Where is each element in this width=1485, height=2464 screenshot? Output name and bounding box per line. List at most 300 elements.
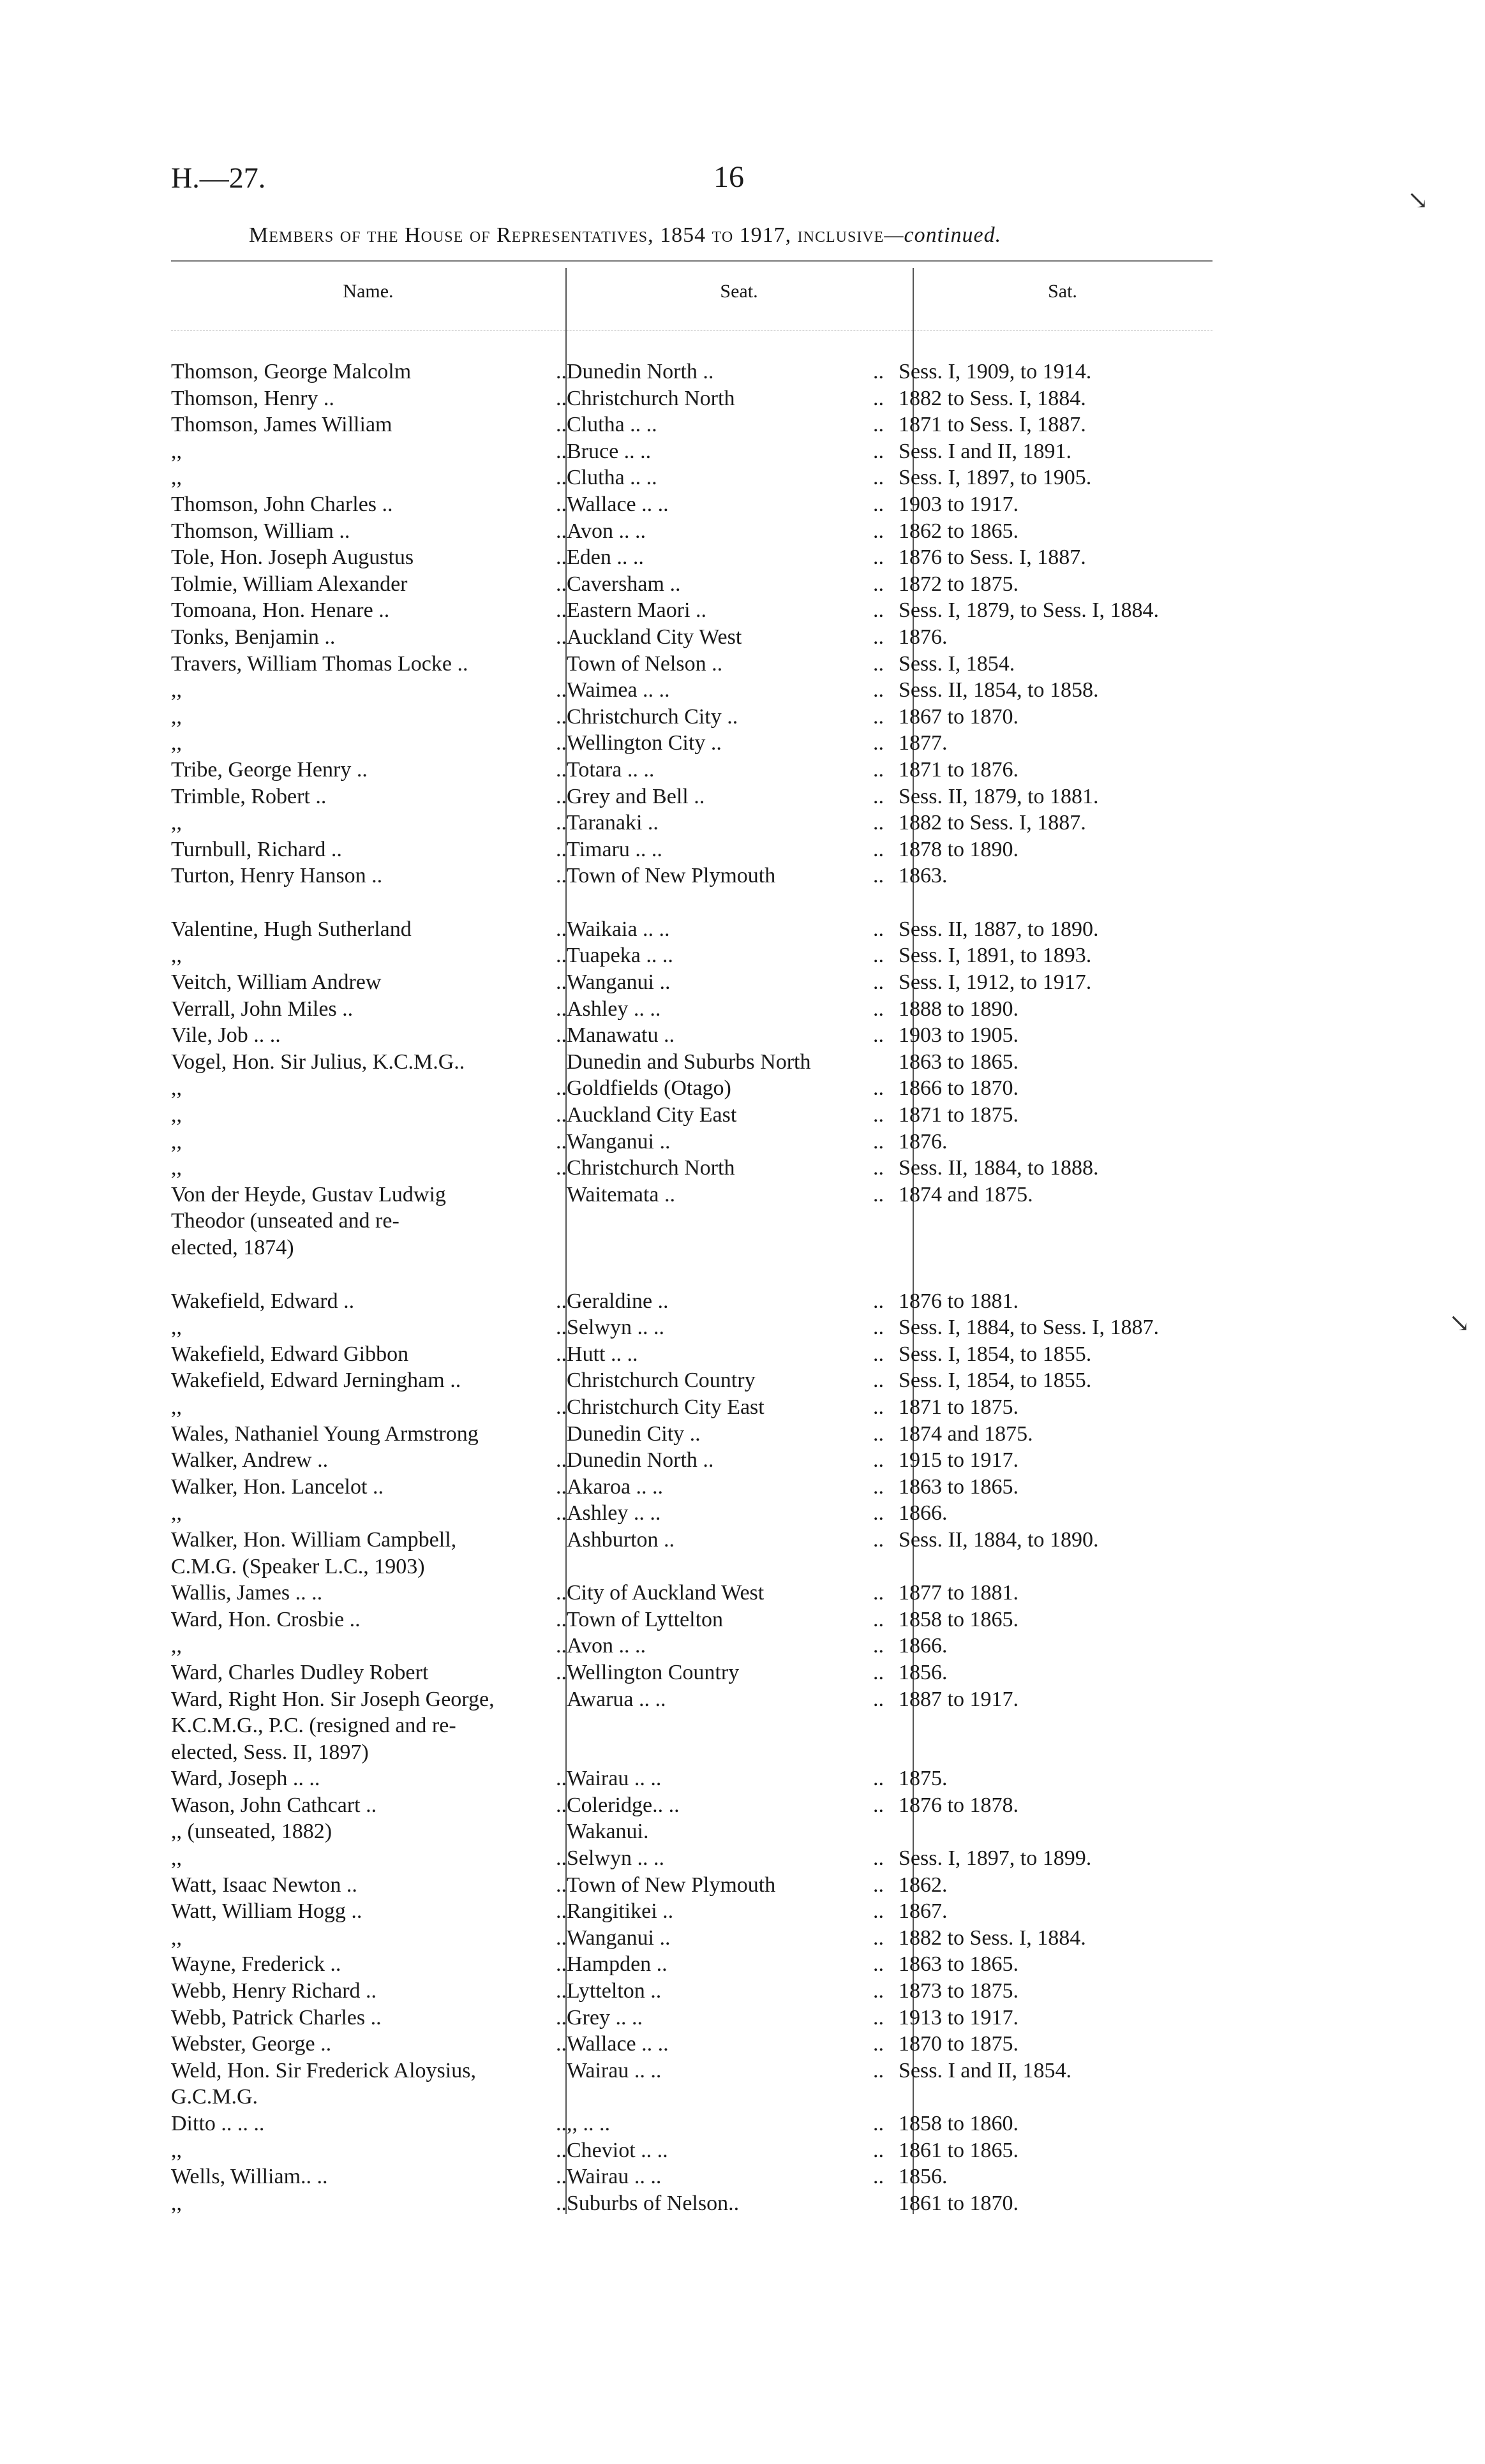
header-separator xyxy=(171,330,1213,331)
name-leader: .. xyxy=(556,784,567,808)
name-leader: .. xyxy=(556,1581,567,1605)
member-name: Veitch, William Andrew xyxy=(171,970,382,995)
seat-name: Christchurch City East xyxy=(567,1395,765,1419)
table-row xyxy=(171,412,1256,438)
member-name: Von der Heyde, Gustav Ludwig Theodor (unseated and re- elected, 1874) xyxy=(171,1182,446,1259)
name-leader: .. xyxy=(556,757,567,782)
name-leader: .. xyxy=(556,731,567,755)
member-name: Ward, Joseph .. .. xyxy=(171,1767,320,1791)
seat-name: City of Auckland West xyxy=(567,1581,765,1605)
name-leader: .. xyxy=(556,1076,567,1101)
table-row xyxy=(171,863,1256,889)
seat-leader: .. xyxy=(873,1952,884,1977)
seat-leader xyxy=(873,1818,899,1845)
sat-period: 1876 to 1878. xyxy=(899,1793,1019,1817)
sat-period: Sess. I, 1912, to 1917. xyxy=(899,970,1092,995)
sat-period: 1874 and 1875. xyxy=(899,1182,1033,1206)
sat-period: 1882 to Sess. I, 1884. xyxy=(899,1926,1086,1950)
member-name: Ward, Hon. Crosbie .. xyxy=(171,1607,361,1631)
table-row xyxy=(171,1845,1256,1872)
seat-leader: .. xyxy=(873,917,884,941)
seat-name: Dunedin City .. xyxy=(567,1421,701,1446)
seat-name: Wanganui .. xyxy=(567,970,671,995)
seat-leader: .. xyxy=(873,1501,884,1525)
seat-leader: .. xyxy=(873,1634,884,1658)
name-leader: .. xyxy=(556,1793,567,1817)
table-row xyxy=(171,464,1256,491)
title-main: Members of the House of Representatives, 1854 to 1917, inclusive xyxy=(249,223,884,247)
name-leader: .. xyxy=(556,1926,567,1950)
seat-leader: .. xyxy=(873,997,884,1021)
seat-name: Tuapeka .. .. xyxy=(567,944,673,968)
seat-name: Auckland City West xyxy=(567,625,742,649)
member-name: Thomson, John Charles .. xyxy=(171,492,393,516)
table-row xyxy=(171,518,1256,545)
name-leader: .. xyxy=(556,1767,567,1791)
sat-period: 1861 to 1870. xyxy=(899,2191,1019,2215)
member-name: Thomson, James William xyxy=(171,413,392,437)
sat-period: 1858 to 1860. xyxy=(899,2112,1019,2135)
members-table-body xyxy=(171,359,1256,2216)
seat-name: Dunedin North .. xyxy=(567,1448,714,1473)
member-name: Webb, Patrick Charles .. xyxy=(171,2005,382,2030)
seat-leader: .. xyxy=(873,360,884,383)
sat-period: 1876. xyxy=(899,625,948,649)
sat-period: 1866. xyxy=(899,1501,948,1525)
seat-leader: .. xyxy=(873,2138,884,2162)
seat-leader: .. xyxy=(873,1342,884,1366)
name-leader xyxy=(528,1367,567,1394)
column-header-sat: Sat. xyxy=(1048,281,1077,302)
seat-leader: .. xyxy=(873,704,884,729)
table-row xyxy=(171,1686,1256,1766)
table-row xyxy=(171,1633,1256,1659)
sat-period: 1887 to 1917. xyxy=(899,1687,1019,1711)
seat-name: Wairau .. .. xyxy=(567,2165,662,2189)
margin-mark: ↘ xyxy=(1407,186,1429,214)
member-name: Tomoana, Hon. Henare .. xyxy=(171,598,390,623)
name-leader: .. xyxy=(556,917,567,941)
table-row xyxy=(171,942,1256,969)
member-name: Walker, Hon. William Campbell, C.M.G. (Speaker L.C., 1903) xyxy=(171,1527,457,1578)
column-header-name: Name. xyxy=(343,281,394,302)
sat-period: 1856. xyxy=(899,2165,948,2189)
sat-period: Sess. II, 1887, to 1890. xyxy=(899,917,1099,941)
seat-leader: .. xyxy=(873,1474,884,1499)
member-name: Wallis, James .. .. xyxy=(171,1581,323,1605)
member-name: Wells, William.. .. xyxy=(171,2165,328,2189)
member-name: ,, xyxy=(171,1501,182,1525)
sat-period: 1867. xyxy=(899,1899,948,1924)
member-name: Valentine, Hugh Sutherland xyxy=(171,917,412,941)
member-name: ,, (unseated, 1882) xyxy=(171,1820,332,1844)
seat-name: Taranaki .. xyxy=(567,811,659,835)
member-name: ,, xyxy=(171,1395,182,1419)
table-row xyxy=(171,783,1256,810)
table-row xyxy=(171,1607,1256,1633)
sat-period: 1863. xyxy=(899,864,948,888)
name-leader: .. xyxy=(556,1873,567,1897)
name-leader: .. xyxy=(556,386,567,410)
sat-period: Sess. I, 1854, to 1855. xyxy=(899,1369,1092,1393)
seat-leader: .. xyxy=(873,2005,884,2030)
table-row xyxy=(171,1474,1256,1501)
member-name: Thomson, William .. xyxy=(171,519,350,543)
sat-period: 1903 to 1905. xyxy=(899,1023,1019,1048)
table-row xyxy=(171,1155,1256,1182)
member-name: Tole, Hon. Joseph Augustus xyxy=(171,545,414,570)
seat-name: Wallace .. .. xyxy=(567,2032,669,2056)
table-row xyxy=(171,2163,1256,2190)
name-leader: .. xyxy=(556,837,567,861)
table-row xyxy=(171,704,1256,731)
member-name: ,, xyxy=(171,731,182,755)
table-row xyxy=(171,651,1256,678)
seat-name: Wairau .. .. xyxy=(567,2058,662,2082)
seat-name: Wellington City .. xyxy=(567,731,722,755)
member-name: ,, xyxy=(171,1156,182,1180)
seat-leader: .. xyxy=(873,625,884,649)
member-name: ,, xyxy=(171,2191,182,2215)
seat-leader: .. xyxy=(873,2032,884,2056)
name-leader xyxy=(528,1686,567,1766)
sat-period: 1856. xyxy=(899,1660,948,1684)
sat-period: Sess. I, 1884, to Sess. I, 1887. xyxy=(899,1316,1160,1340)
seat-name: Eastern Maori .. xyxy=(567,598,707,623)
seat-leader: .. xyxy=(873,864,884,888)
members-table xyxy=(171,359,1256,2216)
name-leader: .. xyxy=(556,2005,567,2030)
sat-period: 1861 to 1865. xyxy=(899,2138,1019,2162)
document-code: H.—27. xyxy=(171,161,266,194)
seat-leader: .. xyxy=(873,731,884,755)
name-leader: .. xyxy=(556,1660,567,1684)
name-leader: .. xyxy=(556,1607,567,1631)
seat-leader: .. xyxy=(873,598,884,623)
seat-leader: .. xyxy=(873,1873,884,1897)
sat-period: 1913 to 1917. xyxy=(899,2005,1019,2030)
seat-name: Christchurch North xyxy=(567,386,735,410)
table-row xyxy=(171,1872,1256,1899)
sat-period: 1877. xyxy=(899,731,948,755)
sat-period: 1870 to 1875. xyxy=(899,2032,1019,2056)
member-name: Travers, William Thomas Locke .. xyxy=(171,651,468,676)
table-row xyxy=(171,2190,1256,2217)
seat-leader: .. xyxy=(873,1926,884,1950)
member-name: Wayne, Frederick .. xyxy=(171,1952,341,1977)
member-name: Thomson, Henry .. xyxy=(171,386,334,410)
name-leader: .. xyxy=(556,704,567,729)
table-row xyxy=(171,1978,1256,2005)
member-name: ,, xyxy=(171,1103,182,1127)
name-leader xyxy=(528,651,567,678)
table-row xyxy=(171,969,1256,996)
seat-name: Wairau .. .. xyxy=(567,1767,662,1791)
sat-period: 1878 to 1890. xyxy=(899,837,1019,861)
member-name: Tribe, George Henry .. xyxy=(171,757,368,782)
sat-period: 1888 to 1890. xyxy=(899,997,1019,1021)
member-name: ,, xyxy=(171,466,182,490)
seat-name: Christchurch City .. xyxy=(567,704,738,729)
name-leader: .. xyxy=(556,2032,567,2056)
seat-leader: .. xyxy=(873,1607,884,1631)
member-name: Trimble, Robert .. xyxy=(171,784,327,808)
name-leader: .. xyxy=(556,1448,567,1473)
name-leader: .. xyxy=(556,598,567,623)
member-name: ,, xyxy=(171,944,182,968)
table-row xyxy=(171,730,1256,757)
seat-leader: .. xyxy=(873,944,884,968)
seat-leader: .. xyxy=(873,1660,884,1684)
header-rule xyxy=(171,260,1213,262)
name-leader xyxy=(528,1527,567,1580)
member-name: Ward, Right Hon. Sir Joseph George, K.C.M.G., P.C. (resigned and re- elected, Sess. II, 1897) xyxy=(171,1687,495,1764)
table-row xyxy=(171,1288,1256,1315)
name-leader: .. xyxy=(556,811,567,835)
seat-leader: .. xyxy=(873,811,884,835)
member-name: Watt, William Hogg .. xyxy=(171,1899,362,1924)
sat-period: 1882 to Sess. I, 1884. xyxy=(899,386,1086,410)
table-row xyxy=(171,996,1256,1023)
table-row xyxy=(171,571,1256,598)
seat-leader xyxy=(873,2190,899,2217)
seat-name: Selwyn .. .. xyxy=(567,1846,664,1871)
name-leader: .. xyxy=(556,439,567,463)
name-leader: .. xyxy=(556,413,567,437)
seat-name: Dunedin and Suburbs North xyxy=(567,1050,811,1074)
sat-period: Sess. I and II, 1854. xyxy=(899,2058,1072,2082)
name-leader xyxy=(528,2058,567,2111)
member-name: Vogel, Hon. Sir Julius, K.C.M.G.. xyxy=(171,1050,465,1074)
seat-name: Wellington Country xyxy=(567,1660,740,1684)
table-row xyxy=(171,1580,1256,1607)
seat-leader: .. xyxy=(873,1129,884,1154)
seat-leader: .. xyxy=(873,466,884,490)
sat-period: 1915 to 1917. xyxy=(899,1448,1019,1473)
member-name: Watt, Isaac Newton .. xyxy=(171,1873,357,1897)
sat-period: Sess. II, 1854, to 1858. xyxy=(899,678,1099,702)
seat-leader: .. xyxy=(873,757,884,782)
seat-name: Waikaia .. .. xyxy=(567,917,670,941)
sat-period: Sess. I, 1854. xyxy=(899,651,1015,676)
sat-period: 1876. xyxy=(899,1129,948,1154)
seat-leader: .. xyxy=(873,1687,884,1711)
sat-period: Sess. I, 1909, to 1914. xyxy=(899,360,1092,383)
sat-period: Sess. I, 1891, to 1893. xyxy=(899,944,1092,968)
seat-name: Hampden .. xyxy=(567,1952,668,1977)
seat-name: Selwyn .. .. xyxy=(567,1316,664,1340)
seat-leader: .. xyxy=(873,1581,884,1605)
table-row xyxy=(171,1925,1256,1952)
seat-name: Christchurch Country xyxy=(567,1369,756,1393)
seat-leader: .. xyxy=(873,651,884,676)
seat-leader: .. xyxy=(873,1421,884,1446)
seat-name: Avon .. .. xyxy=(567,1634,646,1658)
member-name: Walker, Hon. Lancelot .. xyxy=(171,1474,384,1499)
name-leader: .. xyxy=(556,1023,567,1048)
seat-name: Clutha .. .. xyxy=(567,466,657,490)
seat-name: Caversham .. xyxy=(567,572,681,596)
seat-name: Coleridge.. .. xyxy=(567,1793,680,1817)
sat-period: 1876 to Sess. I, 1887. xyxy=(899,545,1086,570)
name-leader: .. xyxy=(556,466,567,490)
table-row xyxy=(171,1898,1256,1925)
seat-name: Wanganui .. xyxy=(567,1926,671,1950)
name-leader: .. xyxy=(556,519,567,543)
table-row xyxy=(171,1367,1256,1394)
member-name: Tonks, Benjamin .. xyxy=(171,625,336,649)
page-number: 16 xyxy=(713,160,744,194)
name-leader xyxy=(528,1182,567,1261)
sat-period: Sess. I, 1897, to 1899. xyxy=(899,1846,1092,1871)
name-leader: .. xyxy=(556,1156,567,1180)
member-name: Walker, Andrew .. xyxy=(171,1448,329,1473)
seat-name: Clutha .. .. xyxy=(567,413,657,437)
seat-name: Hutt .. .. xyxy=(567,1342,638,1366)
seat-name: Town of New Plymouth xyxy=(567,1873,776,1897)
sat-period: 1871 to Sess. I, 1887. xyxy=(899,413,1086,437)
seat-leader: .. xyxy=(873,1316,884,1340)
seat-name: Auckland City East xyxy=(567,1103,737,1127)
member-name: Ward, Charles Dudley Robert xyxy=(171,1660,429,1684)
seat-name: ,, .. .. xyxy=(567,2112,610,2135)
sat-period: 1866. xyxy=(899,1634,948,1658)
sat-period: 1875. xyxy=(899,1767,948,1791)
name-leader: .. xyxy=(556,545,567,570)
seat-leader: .. xyxy=(873,837,884,861)
name-leader: .. xyxy=(556,1289,567,1313)
seat-leader: .. xyxy=(873,1369,884,1393)
sat-period: 1871 to 1876. xyxy=(899,757,1019,782)
table-row xyxy=(171,2111,1256,2137)
sat-period: 1866 to 1870. xyxy=(899,1076,1019,1101)
seat-name: Awarua .. .. xyxy=(567,1687,666,1711)
table-spacer xyxy=(171,1261,1256,1288)
seat-name: Town of Nelson .. xyxy=(567,651,723,676)
name-leader: .. xyxy=(556,2112,567,2135)
seat-name: Town of New Plymouth xyxy=(567,864,776,888)
sat-period: Sess. II, 1879, to 1881. xyxy=(899,784,1099,808)
seat-name: Bruce .. .. xyxy=(567,439,652,463)
seat-leader: .. xyxy=(873,439,884,463)
name-leader: .. xyxy=(556,625,567,649)
table-row xyxy=(171,1765,1256,1792)
table-row xyxy=(171,1341,1256,1368)
seat-leader: .. xyxy=(873,2112,884,2135)
seat-leader: .. xyxy=(873,1448,884,1473)
table-row xyxy=(171,1951,1256,1978)
seat-name: Cheviot .. .. xyxy=(567,2138,668,2162)
sat-period: 1877 to 1881. xyxy=(899,1581,1019,1605)
table-row xyxy=(171,1792,1256,1819)
spacer-cell xyxy=(171,889,1256,916)
table-spacer xyxy=(171,889,1256,916)
name-leader: .. xyxy=(556,2138,567,2162)
name-leader: .. xyxy=(556,997,567,1021)
member-name: Vile, Job .. .. xyxy=(171,1023,281,1048)
seat-leader: .. xyxy=(873,572,884,596)
page-title xyxy=(249,223,1219,248)
member-name: ,, xyxy=(171,1926,182,1950)
sat-period: 1863 to 1865. xyxy=(899,1474,1019,1499)
seat-leader: .. xyxy=(873,519,884,543)
member-name: Ditto .. .. .. xyxy=(171,2112,265,2135)
table-row xyxy=(171,1818,1256,1845)
seat-name: Manawatu .. xyxy=(567,1023,675,1048)
member-name: Webb, Henry Richard .. xyxy=(171,1979,377,2003)
member-name: Wakefield, Edward .. xyxy=(171,1289,355,1313)
seat-leader xyxy=(873,1049,899,1076)
name-leader: .. xyxy=(556,1501,567,1525)
sat-period: 1876 to 1881. xyxy=(899,1289,1019,1313)
seat-name: Suburbs of Nelson.. xyxy=(567,2191,740,2215)
sat-period: 1867 to 1870. xyxy=(899,704,1019,729)
sat-period: 1882 to Sess. I, 1887. xyxy=(899,811,1086,835)
table-row xyxy=(171,359,1256,385)
name-leader: .. xyxy=(556,1474,567,1499)
member-name: Tolmie, William Alexander xyxy=(171,572,408,596)
seat-leader: .. xyxy=(873,1846,884,1871)
sat-period: 1863 to 1865. xyxy=(899,1952,1019,1977)
table-row xyxy=(171,597,1256,624)
seat-name: Avon .. .. xyxy=(567,519,646,543)
sat-period: Sess. I and II, 1891. xyxy=(899,439,1072,463)
seat-name: Ashley .. .. xyxy=(567,997,661,1021)
seat-leader: .. xyxy=(873,678,884,702)
seat-name: Ashley .. .. xyxy=(567,1501,661,1525)
table-row xyxy=(171,1182,1256,1261)
seat-leader: .. xyxy=(873,1767,884,1791)
table-row xyxy=(171,438,1256,465)
table-row xyxy=(171,1022,1256,1049)
sat-period: 1871 to 1875. xyxy=(899,1103,1019,1127)
seat-name: Christchurch North xyxy=(567,1156,735,1180)
table-row xyxy=(171,836,1256,863)
seat-name: Wanganui .. xyxy=(567,1129,671,1154)
sat-period: 1874 and 1875. xyxy=(899,1421,1033,1446)
member-name: Turnbull, Richard .. xyxy=(171,837,342,861)
table-row xyxy=(171,1049,1256,1076)
seat-name: Rangitikei .. xyxy=(567,1899,674,1924)
table-row xyxy=(171,2031,1256,2058)
table-row xyxy=(171,385,1256,412)
seat-leader: .. xyxy=(873,545,884,570)
name-leader: .. xyxy=(556,1846,567,1871)
member-name: Weld, Hon. Sir Frederick Aloysius, G.C.M.G. xyxy=(171,2058,476,2109)
member-name: Wales, Nathaniel Young Armstrong xyxy=(171,1421,479,1446)
name-leader: .. xyxy=(556,864,567,888)
table-row xyxy=(171,1394,1256,1421)
table-row xyxy=(171,1500,1256,1527)
table-row xyxy=(171,1129,1256,1155)
table-row xyxy=(171,1447,1256,1474)
seat-name: Dunedin North .. xyxy=(567,360,714,383)
seat-leader: .. xyxy=(873,784,884,808)
name-leader: .. xyxy=(556,1316,567,1340)
name-leader: .. xyxy=(556,572,567,596)
seat-leader: .. xyxy=(873,1023,884,1048)
name-leader: .. xyxy=(556,2165,567,2189)
name-leader: .. xyxy=(556,970,567,995)
member-name: Wakefield, Edward Gibbon xyxy=(171,1342,409,1366)
seat-leader: .. xyxy=(873,2058,884,2082)
seat-leader: .. xyxy=(873,1076,884,1101)
name-leader: .. xyxy=(556,360,567,383)
member-name: ,, xyxy=(171,704,182,729)
name-leader: .. xyxy=(556,1952,567,1977)
table-row xyxy=(171,1527,1256,1580)
seat-leader: .. xyxy=(873,386,884,410)
